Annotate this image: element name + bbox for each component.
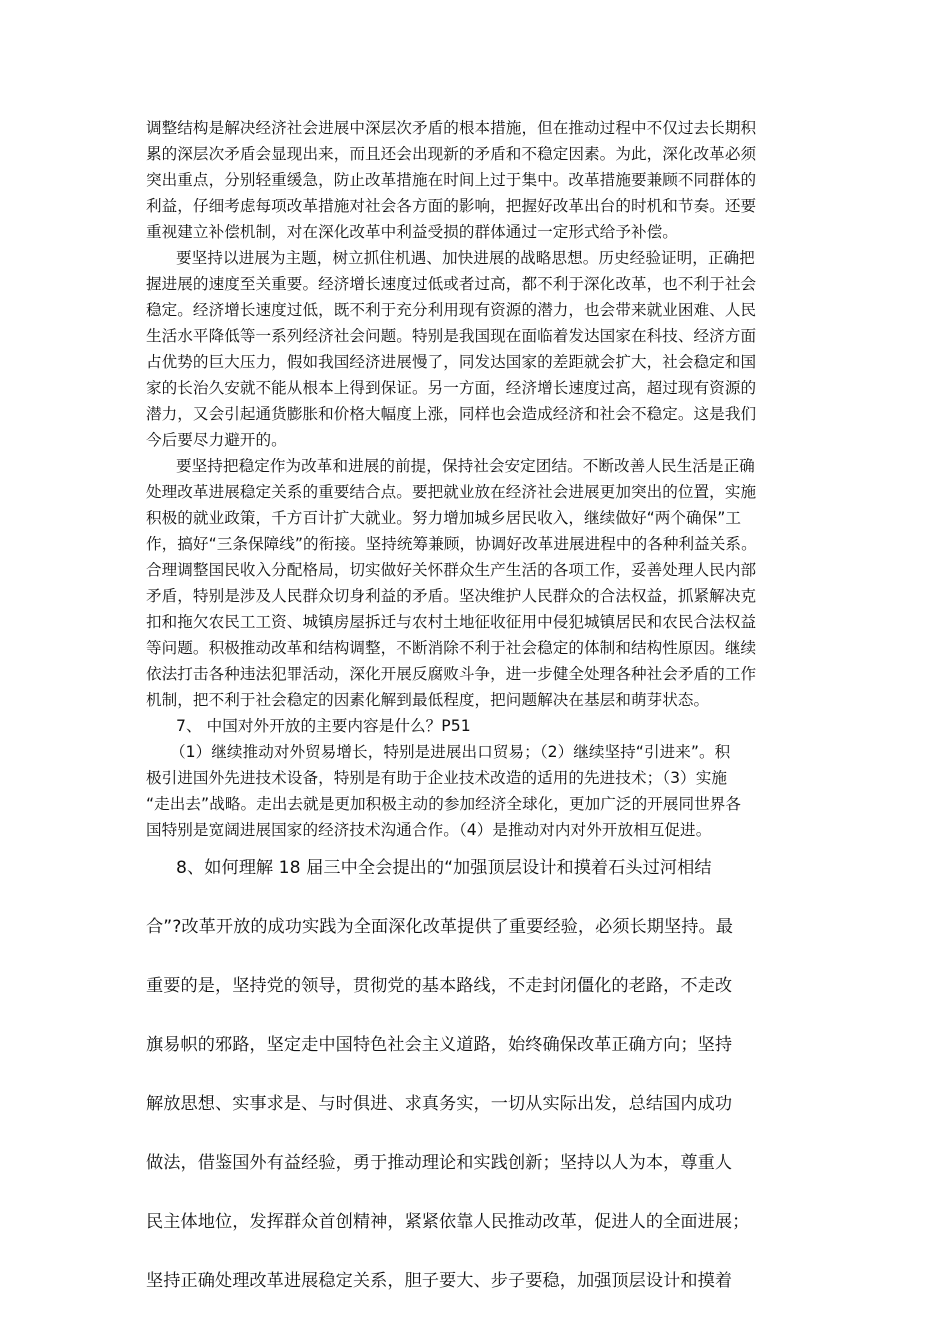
text-line: 国特别是宽阔进展国家的经济技术沟通合作。（4）是推动对内对外开放相互促进。 [146,821,712,839]
text-line: 依法打击各种违法犯罪活动，深化开展反腐败斗争，进一步健全处理各种社会矛盾的工作 [146,665,757,683]
paragraph-first-line: （1）继续推动对外贸易增长，特别是进展出口贸易；（2）继续坚持“引进来”。积 [170,743,731,761]
text-line: 合理调整国民收入分配格局，切实做好关怀群众生产生活的各项工作，妥善处理人民内部 [146,561,757,579]
paragraph-first-line: 要坚持以进展为主题，树立抓住机遇、加快进展的战略思想。历史经验证明，正确把 [176,249,755,267]
text-line: 处理改革进展稳定关系的重要结合点。要把就业放在经济社会进展更加突出的位置，实施 [146,483,757,501]
text-line: 坚持正确处理改革进展稳定关系，胆子要大、步子要稳，加强顶层设计和摸着 [146,1271,733,1291]
text-line: 占优势的巨大压力，假如我国经济进展慢了，同发达国家的差距就会扩大，社会稳定和国 [146,353,757,371]
paragraph-first-line: 要坚持把稳定作为改革和进展的前提，保持社会安定团结。不断改善人民生活是正确 [176,457,755,475]
text-line: 民主体地位，发挥群众首创精神，紧紧依靠人民推动改革，促进人的全面进展； [146,1212,750,1232]
text-line: 积极的就业政策，千方百计扩大就业。努力增加城乡居民收入，继续做好“两个确保”工 [146,509,742,527]
text-line: 做法，借鉴国外有益经验，勇于推动理论和实践创新；坚持以人为本，尊重人 [146,1153,733,1173]
text-line: 重视建立补偿机制，对在深化改革中利益受损的群体通过一定形式给予补偿。 [146,223,678,241]
text-line: 等问题。积极推动改革和结构调整，不断消除不利于社会稳定的体制和结构性原因。继续 [146,639,757,657]
text-line: 潜力，又会引起通货膨胀和价格大幅度上涨，同样也会造成经济和社会不稳定。这是我们 [146,405,757,423]
text-line: “走出去”战略。走出去就是更加积极主动的参加经济全球化，更加广泛的开展同世界各 [146,795,742,813]
text-line: 累的深层次矛盾会显现出来，而且还会出现新的矛盾和不稳定因素。为此，深化改革必须 [146,145,757,163]
text-line: 家的长治久安就不能从根本上得到保证。另一方面，经济增长速度过高，超过现有资源的 [146,379,757,397]
text-line: 稳定。经济增长速度过低，既不利于充分利用现有资源的潜力，也会带来就业困难、人民 [146,301,757,319]
text-line: 突出重点，分别轻重缓急，防止改革措施在时间上过于集中。改革措施要兼顾不同群体的 [146,171,757,189]
text-line: 极引进国外先进技术设备，特别是有助于企业技术改造的适用的先进技术；（3）实施 [146,769,727,787]
text-line: 机制，把不利于社会稳定的因素化解到最低程度，把问题解决在基层和萌芽状态。 [146,691,710,709]
text-line: 调整结构是解决经济社会进展中深层次矛盾的根本措施，但在推动过程中不仅过去长期积 [146,119,757,137]
text-line: 矛盾，特别是涉及人民群众切身利益的矛盾。坚决维护人民群众的合法权益，抓紧解决克 [146,587,757,605]
text-line: 旗易帜的邪路，坚定走中国特色社会主义道路，始终确保改革正确方向；坚持 [146,1035,733,1055]
question-heading: 7、 中国对外开放的主要内容是什么？P51 [176,717,471,735]
text-line: 扣和拖欠农民工工资、城镇房屋拆迁与农村土地征收征用中侵犯城镇居民和农民合法权益 [146,613,757,631]
text-line: 合”?改革开放的成功实践为全面深化改革提供了重要经验，必须长期坚持。最 [146,917,733,937]
text-line: 今后要尽力避开的。 [146,431,287,449]
text-line: 生活水平降低等一系列经济社会问题。特别是我国现在面临着发达国家在科技、经济方面 [146,327,757,345]
text-line: 握进展的速度至关重要。经济增长速度过低或者过高，都不利于深化改革，也不利于社会 [146,275,757,293]
text-line: 作，搞好“三条保障线”的衔接。坚持统筹兼顾，协调好改革进展进程中的各种利益关系。 [146,535,757,553]
text-line: 重要的是，坚持党的领导，贯彻党的基本路线，不走封闭僵化的老路，不走改 [146,976,733,996]
question-heading: 8、如何理解 18 届三中全会提出的“加强顶层设计和摸着石头过河相结 [176,858,712,878]
text-line: 解放思想、实事求是、与时俱进、求真务实，一切从实际出发，总结国内成功 [146,1094,733,1114]
text-line: 利益，仔细考虑每项改革措施对社会各方面的影响，把握好改革出台的时机和节奏。还要 [146,197,757,215]
